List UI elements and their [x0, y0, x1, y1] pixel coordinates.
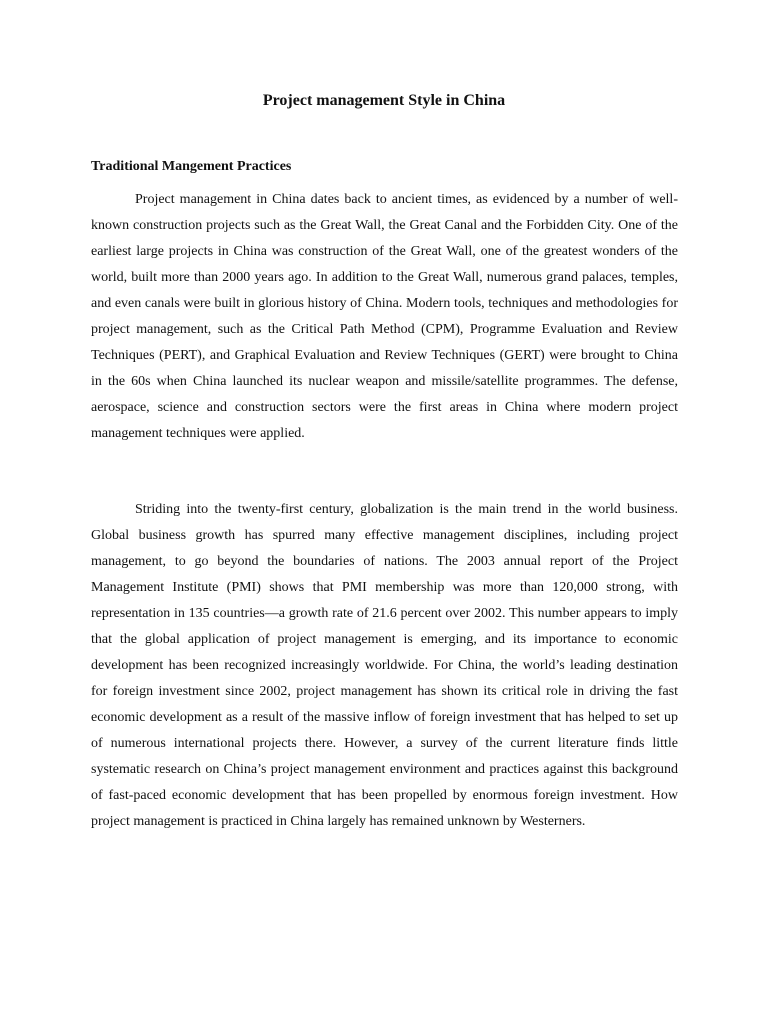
section-heading: Traditional Mangement Practices	[91, 159, 292, 174]
document-title: Project management Style in China	[262, 92, 506, 109]
paragraph-globalization: Striding into the twenty-first century, globalization is the main trend in the world business. Global business growth has spurred many effective management disciplines, including project management, to go beyond the boundaries of nations. The 2003 annual report of the Project Management Institute (PMI) shows that PMI membership was more than 120,000 strong, with representation in 135 countries—a growth rate of 21.6 percent over 2002. This number appears to imply that the global application of project management is emerging, and its importance to economic development has been recognized increasingly worldwide. For China, the world’s leading destination for foreign investment since 2002, project management has shown its critical role in driving the fast economic development as a result of the massive inflow of foreign investment that has helped to set up of numerous international projects there. However, a survey of the current literature finds little systematic research on China’s project management environment and practices against this background of fast-paced economic development that has been propelled by enormous foreign investment. How project management is practiced in China largely has remained unknown by Westerners.	[91, 502, 678, 829]
paragraph-traditional-practices: Project management in China dates back to ancient times, as evidenced by a number of well-known construction projects such as the Great Wall, the Great Canal and the Forbidden City. One of the earliest large projects in China was construction of the Great Wall, one of the greatest wonders of the world, built more than 2000 years ago. In addition to the Great Wall, numerous grand palaces, temples, and even canals were built in glorious history of China. Modern tools, techniques and methodologies for project management, such as the Critical Path Method (CPM), Programme Evaluation and Review Techniques (PERT), and Graphical Evaluation and Review Techniques (GERT) were brought to China in the 60s when China launched its nuclear weapon and missile/satellite programmes. The defense, aerospace, science and construction sectors were the first areas in China where modern project management techniques were applied.	[91, 192, 678, 441]
